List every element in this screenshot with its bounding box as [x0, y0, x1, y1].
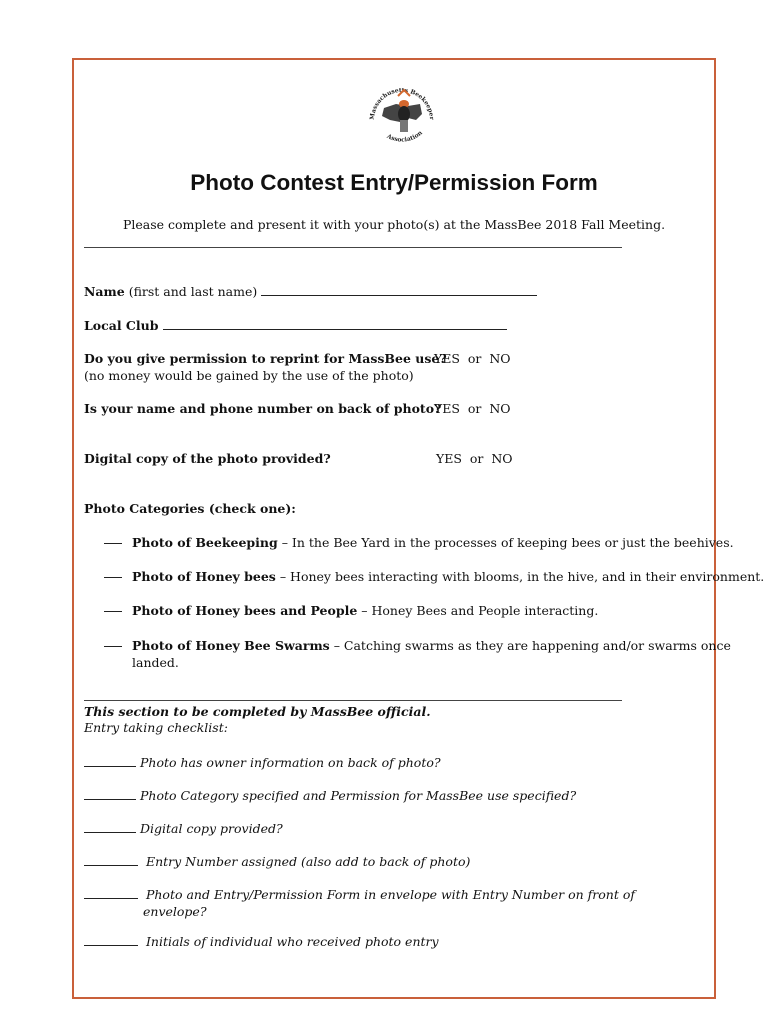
category-item[interactable] [104, 603, 598, 618]
club-field[interactable] [84, 318, 507, 333]
checklist-line[interactable] [84, 935, 138, 946]
question-permission-answer[interactable]: YES or NO [434, 351, 511, 366]
question-permission-label: Do you give permission to reprint for MassBee use? [84, 351, 447, 366]
category-name: Photo of Honey bees [132, 569, 276, 584]
checklist-item[interactable] [84, 788, 576, 803]
divider-top [84, 247, 622, 248]
page-subtitle: Please complete and present it with your photo(s) at the MassBee 2018 Fall Meeting. [122, 217, 666, 232]
category-item[interactable] [104, 569, 764, 584]
logo-ring-top-text: Massachusetts Beekeeper [368, 86, 436, 121]
official-subheading: Entry taking checklist: [84, 720, 228, 735]
checkbox-line[interactable] [104, 577, 122, 578]
checkbox-line[interactable] [104, 646, 122, 647]
club-label: Local Club [84, 318, 163, 333]
category-desc-wrap: landed. [132, 655, 179, 670]
category-item[interactable] [104, 638, 731, 653]
checklist-text: Initials of individual who received photo entry [145, 934, 439, 949]
category-desc: – Honey Bees and People interacting. [357, 603, 599, 618]
checklist-item[interactable] [84, 887, 635, 902]
category-name: Photo of Honey Bee Swarms [132, 638, 330, 653]
checklist-line[interactable] [84, 888, 138, 899]
category-name: Photo of Honey bees and People [132, 603, 358, 618]
category-name: Photo of Beekeeping [132, 535, 278, 550]
massbee-logo [364, 84, 440, 150]
checklist-text: Photo and Entry/Permission Form in envelope with Entry Number on front of [145, 887, 635, 902]
question-digital-copy-label: Digital copy of the photo provided? [84, 451, 331, 466]
checklist-item[interactable] [84, 821, 283, 836]
name-hint: (first and last name) [124, 284, 262, 299]
checklist-item[interactable] [84, 755, 441, 770]
category-desc: – Catching swarms as they are happening and/or swarms once [329, 638, 731, 653]
categories-heading: Photo Categories (check one): [84, 501, 296, 516]
checklist-text: Digital copy provided? [139, 821, 283, 836]
page-title: Photo Contest Entry/Permission Form [190, 170, 598, 195]
question-digital-copy-answer[interactable]: YES or NO [436, 451, 513, 466]
checklist-text-wrap: envelope? [143, 904, 207, 919]
divider-bottom [84, 700, 622, 701]
question-permission-note: (no money would be gained by the use of the photo) [84, 368, 414, 383]
checklist-line[interactable] [84, 789, 136, 800]
question-name-on-back-answer[interactable]: YES or NO [434, 401, 511, 416]
official-heading: This section to be completed by MassBee official. [84, 704, 431, 719]
checklist-text: Photo Category specified and Permission for MassBee use specified? [139, 788, 577, 803]
checklist-line[interactable] [84, 756, 136, 767]
category-desc: – Honey bees interacting with blooms, in the hive, and in their environment. [275, 569, 765, 584]
checkbox-line[interactable] [104, 611, 122, 612]
checklist-text: Photo has owner information on back of photo? [139, 755, 441, 770]
checklist-line[interactable] [84, 822, 136, 833]
name-label: Name [84, 284, 125, 299]
name-input-line[interactable] [261, 285, 537, 296]
name-field[interactable] [84, 284, 537, 299]
checklist-line[interactable] [84, 855, 138, 866]
category-item[interactable] [104, 535, 734, 550]
checkbox-line[interactable] [104, 543, 122, 544]
checklist-text: Entry Number assigned (also add to back of photo) [145, 854, 471, 869]
question-name-on-back-label: Is your name and phone number on back of photo? [84, 401, 442, 416]
category-desc: – In the Bee Yard in the processes of keeping bees or just the beehives. [277, 535, 734, 550]
checklist-item[interactable] [84, 854, 470, 869]
checklist-item[interactable] [84, 934, 439, 949]
logo-ring-bottom-text: Association [385, 129, 424, 144]
club-input-line[interactable] [163, 319, 507, 330]
